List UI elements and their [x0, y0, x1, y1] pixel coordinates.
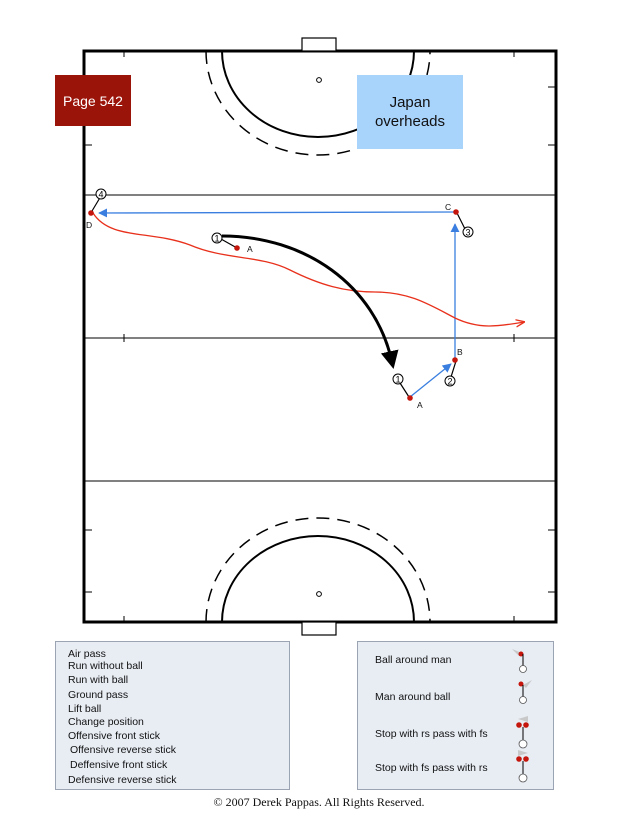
ball-c [453, 209, 459, 215]
legend-stop-fs-pass-rs: Stop with fs pass with rs [375, 762, 488, 774]
point-labels [86, 202, 463, 410]
goal-bottom [302, 622, 336, 635]
ball-d [88, 210, 94, 216]
goal-top [302, 38, 336, 51]
dashed-circle-bottom [206, 518, 430, 622]
player-4 [88, 189, 106, 216]
player-3-label: 3 [465, 227, 471, 238]
page-label: Page 542 [63, 92, 123, 109]
ball-a-bottom [407, 395, 413, 401]
title-line-2: overheads [374, 113, 446, 130]
penalty-spot-bottom [317, 592, 322, 597]
legend-right-symbols [358, 642, 553, 789]
stop-fs-pass-rs-symbol [516, 750, 529, 782]
player-3 [453, 209, 473, 237]
legend-left [55, 641, 290, 790]
point-c-label: C [445, 202, 452, 212]
play-paths [93, 212, 524, 397]
legend-run-with-ball: Run with ball [68, 674, 129, 686]
player-2-label: 2 [447, 376, 453, 387]
player-1-bottom-label: 1 [395, 374, 401, 385]
point-d-label: D [86, 220, 93, 230]
title-box [357, 75, 463, 149]
run-with-ball-path [222, 236, 392, 362]
point-a-top-label: A [247, 244, 253, 254]
stop-rs-pass-fs-symbol [516, 716, 529, 748]
player-4-label: 4 [98, 189, 104, 200]
ground-pass-c-to-d [99, 212, 456, 213]
legend-offensive-front-stick: Offensive front stick [68, 730, 161, 742]
title-line-1: Japan [389, 94, 431, 111]
point-a-bottom-label: A [417, 400, 423, 410]
legend-right [357, 641, 554, 790]
legend-run-without-ball: Run without ball [68, 660, 143, 672]
legend-defensive-front-stick: Deffensive front stick [70, 759, 168, 771]
player-1-top-label: 1 [214, 233, 220, 244]
legend-defensive-reverse-stick: Defensive reverse stick [68, 774, 177, 786]
legend-offensive-reverse-stick: Offensive reverse stick [70, 744, 177, 756]
legend-man-around-ball: Man around ball [375, 691, 451, 703]
copyright: © 2007 Derek Pappas. All Rights Reserved. [213, 795, 425, 809]
man-around-ball-symbol [519, 680, 533, 704]
ball-a-top [234, 245, 240, 251]
player-2 [445, 357, 458, 386]
legend-change-position: Change position [68, 716, 144, 728]
page-badge [55, 75, 131, 126]
ball-b [452, 357, 458, 363]
legend-stop-rs-pass-fs: Stop with rs pass with fs [375, 728, 488, 740]
field [84, 38, 556, 635]
player-1-bottom [393, 374, 413, 401]
legend-lift-ball: Lift ball [68, 703, 102, 715]
legend-air-pass: Air pass [68, 648, 106, 660]
circle-bottom [222, 536, 414, 622]
legend-ground-pass: Ground pass [68, 689, 129, 701]
legend-ball-around-man: Ball around man [375, 654, 452, 666]
point-b-label: B [457, 347, 463, 357]
ball-around-man-symbol [512, 649, 527, 673]
run-path-d [93, 213, 524, 326]
players [88, 189, 473, 401]
penalty-spot-top [317, 78, 322, 83]
